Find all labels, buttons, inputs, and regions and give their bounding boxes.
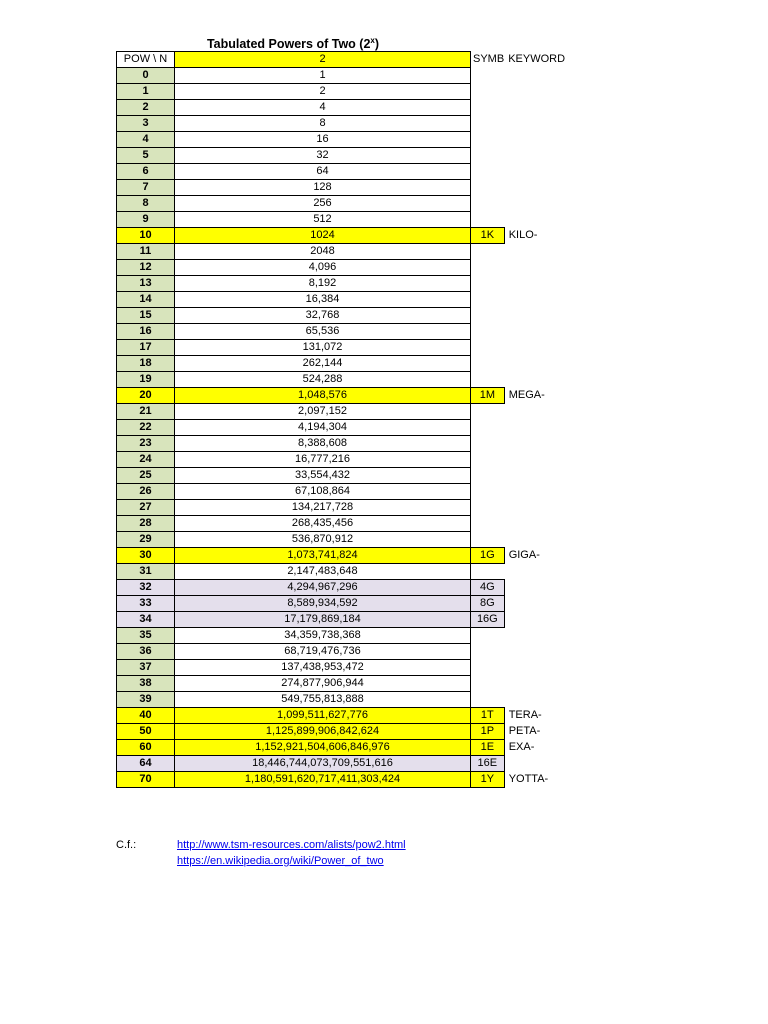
value-cell: 137,438,953,472 [175,660,471,676]
pow-cell: 31 [117,564,175,580]
table-row [117,164,585,180]
pow-cell: 36 [117,644,175,660]
table-row [117,212,585,228]
keyword-cell [504,692,584,708]
symbol-cell [471,516,505,532]
keyword-cell [504,340,584,356]
keyword-cell [504,116,584,132]
table-row [117,452,585,468]
pow-cell: 21 [117,404,175,420]
keyword-cell [504,356,584,372]
value-cell: 17,179,869,184 [175,612,471,628]
pow-cell: 27 [117,500,175,516]
pow-cell: 3 [117,116,175,132]
value-cell: 134,217,728 [175,500,471,516]
symbol-cell [471,660,505,676]
table-row [117,596,585,612]
pow-cell: 37 [117,660,175,676]
pow-cell: 40 [117,708,175,724]
table-row [117,372,585,388]
table-row [117,692,585,708]
keyword-cell [504,68,584,84]
keyword-cell: PETA- [508,725,541,737]
keyword-cell [504,660,584,676]
pow-cell: 7 [117,180,175,196]
symbol-cell: 1P [471,724,505,740]
ref-link-wikipedia[interactable]: https://en.wikipedia.org/wiki/Power_of_two [177,855,384,867]
table-row [117,436,585,452]
table-row [117,116,585,132]
keyword-cell: TERA- [508,709,542,721]
symbol-cell [471,436,505,452]
keyword-cell [504,756,584,772]
value-cell: 262,144 [175,356,471,372]
symbol-cell: 1T [471,708,505,724]
value-cell: 128 [175,180,471,196]
table-row [117,564,585,580]
pow-cell: 32 [117,580,175,596]
value-cell: 2048 [175,244,471,260]
table-row [117,532,585,548]
pow-cell: 15 [117,308,175,324]
keyword-cell [504,612,584,628]
value-cell: 2,147,483,648 [175,564,471,580]
pow-cell: 24 [117,452,175,468]
value-cell: 16 [175,132,471,148]
table-row [117,68,585,84]
table-row [117,388,585,404]
pow-cell: 35 [117,628,175,644]
keyword-cell [504,404,584,420]
value-cell: 274,877,906,944 [175,676,471,692]
symbol-cell: 16G [471,612,505,628]
table-row [117,324,585,340]
keyword-cell [504,452,584,468]
symbol-cell [471,180,505,196]
pow-cell: 25 [117,468,175,484]
symbol-cell: 1K [471,228,505,244]
keyword-cell [504,164,584,180]
pow-cell: 5 [117,148,175,164]
table-row [117,740,585,756]
pow-cell: 16 [117,324,175,340]
pow-cell: 11 [117,244,175,260]
value-cell: 1,180,591,620,717,411,303,424 [175,772,471,788]
value-cell: 549,755,813,888 [175,692,471,708]
table-row [117,612,585,628]
symbol-cell [471,532,505,548]
symbol-cell [471,676,505,692]
value-cell: 1,152,921,504,606,846,976 [175,740,471,756]
value-cell: 4,294,967,296 [175,580,471,596]
symbol-cell [471,260,505,276]
table-row [117,132,585,148]
symbol-cell [471,68,505,84]
symbol-cell [471,468,505,484]
table-row [117,420,585,436]
table-row [117,404,585,420]
value-cell: 65,536 [175,324,471,340]
value-cell: 1,125,899,906,842,624 [175,724,471,740]
powers-table [116,51,585,788]
pow-cell: 60 [117,740,175,756]
value-cell: 1024 [175,228,471,244]
symbol-cell [471,308,505,324]
pow-cell: 12 [117,260,175,276]
symbol-cell [471,644,505,660]
value-cell: 64 [175,164,471,180]
value-cell: 8,192 [175,276,471,292]
pow-cell: 18 [117,356,175,372]
pow-cell: 34 [117,612,175,628]
table-row [117,628,585,644]
keyword-cell [504,100,584,116]
symbol-cell [471,340,505,356]
keyword-cell [504,628,584,644]
table-row [117,180,585,196]
pow-cell: 17 [117,340,175,356]
keyword-cell: GIGA- [508,549,540,561]
page-title [174,32,412,50]
pow-cell: 50 [117,724,175,740]
value-cell: 68,719,476,736 [175,644,471,660]
keyword-cell [504,468,584,484]
pow-cell: 33 [117,596,175,612]
keyword-cell [504,212,584,228]
value-cell: 536,870,912 [175,532,471,548]
symbol-cell [471,196,505,212]
table-row [117,676,585,692]
keyword-cell: EXA- [508,741,535,753]
header-keyword: KEYWORD [508,53,566,65]
pow-cell: 9 [117,212,175,228]
symbol-cell [471,244,505,260]
value-cell: 256 [175,196,471,212]
pow-cell: 14 [117,292,175,308]
value-cell: 8 [175,116,471,132]
value-cell: 512 [175,212,471,228]
pow-cell: 30 [117,548,175,564]
value-cell: 524,288 [175,372,471,388]
keyword-cell [504,308,584,324]
keyword-cell [504,260,584,276]
symbol-cell: 1Y [471,772,505,788]
table-row [117,260,585,276]
header-row [117,52,585,68]
table-row [117,356,585,372]
pow-cell: 6 [117,164,175,180]
value-cell: 8,589,934,592 [175,596,471,612]
value-cell: 16,777,216 [175,452,471,468]
pow-cell: 64 [117,756,175,772]
value-cell: 32 [175,148,471,164]
keyword-cell [504,292,584,308]
pow-cell: 8 [117,196,175,212]
pow-cell: 0 [117,68,175,84]
table-row [117,468,585,484]
table-row [117,100,585,116]
value-cell: 1,099,511,627,776 [175,708,471,724]
symbol-cell [471,292,505,308]
symbol-cell [471,100,505,116]
table-row [117,548,585,564]
symbol-cell: 1M [471,388,505,404]
keyword-cell [504,276,584,292]
table-row [117,500,585,516]
header-pow: POW \ N [117,52,175,68]
symbol-cell: 4G [471,580,505,596]
value-cell: 4 [175,100,471,116]
value-cell: 131,072 [175,340,471,356]
keyword-cell [504,372,584,388]
pow-cell: 19 [117,372,175,388]
symbol-cell [471,212,505,228]
pow-cell: 2 [117,100,175,116]
value-cell: 8,388,608 [175,436,471,452]
pow-cell: 20 [117,388,175,404]
refs-label: C.f.: [116,839,137,851]
table-row [117,484,585,500]
keyword-cell [504,84,584,100]
symbol-cell [471,372,505,388]
keyword-cell [504,324,584,340]
value-cell: 2,097,152 [175,404,471,420]
table-row [117,244,585,260]
symbol-cell [471,484,505,500]
pow-cell: 4 [117,132,175,148]
value-cell: 16,384 [175,292,471,308]
table-row [117,196,585,212]
symbol-cell [471,404,505,420]
keyword-cell [504,644,584,660]
keyword-cell: YOTTA- [508,773,549,785]
value-cell: 2 [175,84,471,100]
pow-cell: 10 [117,228,175,244]
symbol-cell [471,84,505,100]
keyword-cell [504,132,584,148]
symbol-cell [471,692,505,708]
table-row [117,724,585,740]
pow-cell: 29 [117,532,175,548]
symbol-cell [471,356,505,372]
symbol-cell [471,324,505,340]
keyword-cell [504,244,584,260]
symbol-cell [471,628,505,644]
keyword-cell [504,196,584,212]
value-cell: 1 [175,68,471,84]
symbol-cell: 16E [471,756,505,772]
title-close: ) [374,37,380,52]
pow-cell: 1 [117,84,175,100]
keyword-cell [504,532,584,548]
keyword-cell [504,564,584,580]
title-superscript: x [370,36,375,45]
value-cell: 33,554,432 [175,468,471,484]
pow-cell: 13 [117,276,175,292]
table-row [117,516,585,532]
header-val: 2 [175,52,471,68]
table-row [117,660,585,676]
pow-cell: 39 [117,692,175,708]
value-cell: 4,096 [175,260,471,276]
keyword-cell [504,436,584,452]
symbol-cell [471,420,505,436]
keyword-cell [504,148,584,164]
table-row [117,580,585,596]
header-symb: SYMB [473,53,505,65]
value-cell: 67,108,864 [175,484,471,500]
value-cell: 18,446,744,073,709,551,616 [175,756,471,772]
keyword-cell [504,516,584,532]
table-row [117,276,585,292]
table-row [117,308,585,324]
table-row [117,340,585,356]
symbol-cell [471,500,505,516]
value-cell: 1,073,741,824 [175,548,471,564]
pow-cell: 23 [117,436,175,452]
symbol-cell [471,564,505,580]
symbol-cell [471,116,505,132]
table-row [117,292,585,308]
table-row [117,772,585,788]
keyword-cell [504,180,584,196]
keyword-cell [504,484,584,500]
table-row [117,228,585,244]
value-cell: 268,435,456 [175,516,471,532]
pow-cell: 28 [117,516,175,532]
keyword-cell [504,596,584,612]
symbol-cell: 8G [471,596,505,612]
value-cell: 34,359,738,368 [175,628,471,644]
keyword-cell: MEGA- [508,389,545,401]
table-row [117,644,585,660]
symbol-cell [471,452,505,468]
keyword-cell: KILO- [508,229,538,241]
ref-link-tsm[interactable]: http://www.tsm-resources.com/alists/pow2.html [177,839,406,851]
keyword-cell [504,420,584,436]
table-row [117,756,585,772]
symbol-cell [471,276,505,292]
symbol-cell: 1G [471,548,505,564]
title-text: Tabulated Powers of Two (2 [206,37,371,52]
symbol-cell [471,132,505,148]
pow-cell: 22 [117,420,175,436]
value-cell: 1,048,576 [175,388,471,404]
pow-cell: 70 [117,772,175,788]
value-cell: 32,768 [175,308,471,324]
keyword-cell [504,676,584,692]
keyword-cell [504,580,584,596]
table-row [117,148,585,164]
table-row [117,708,585,724]
symbol-cell: 1E [471,740,505,756]
symbol-cell [471,164,505,180]
pow-cell: 38 [117,676,175,692]
table-row [117,84,585,100]
keyword-cell [504,500,584,516]
value-cell: 4,194,304 [175,420,471,436]
pow-cell: 26 [117,484,175,500]
symbol-cell [471,148,505,164]
